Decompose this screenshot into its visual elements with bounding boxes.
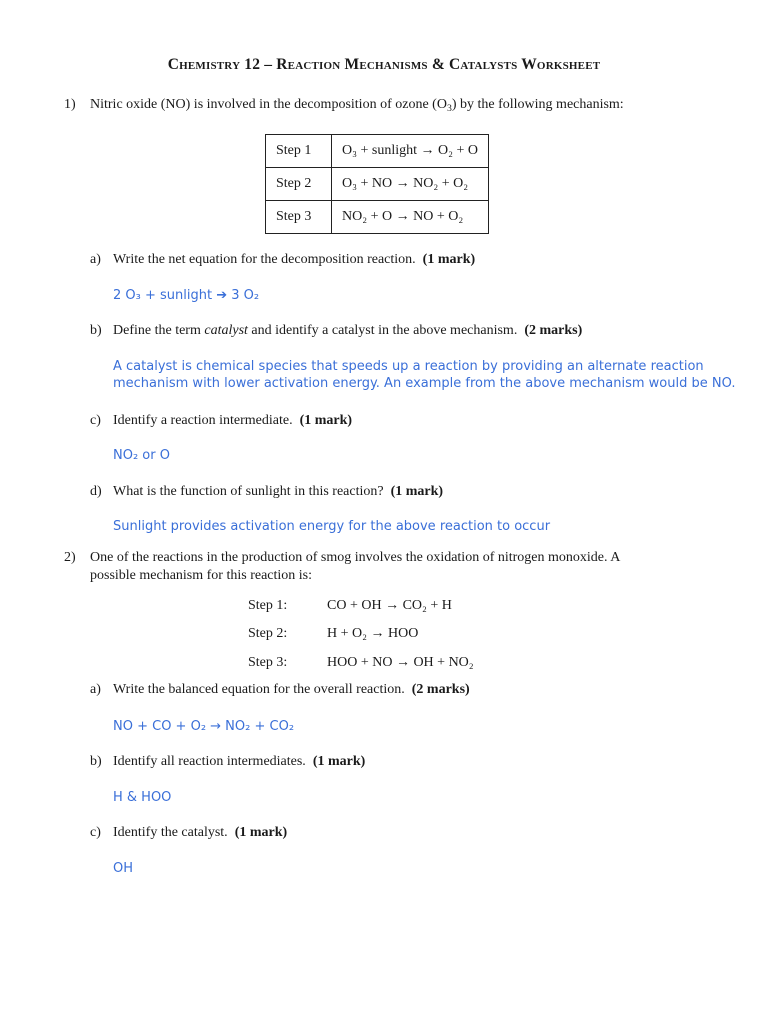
part-1c-text: Identify a reaction intermediate.: [113, 413, 293, 428]
part-1c-answer: NO₂ or O: [113, 448, 170, 463]
mechanism-step-label: Step 3: [266, 201, 332, 234]
mechanism2-step-label: Step 2:: [248, 626, 288, 641]
part-1a-text: Write the net equation for the decomposition reaction.: [113, 252, 416, 267]
question-1-text: [90, 96, 624, 113]
part-1b-question: [113, 322, 582, 339]
question-1-text-sub: 3: [446, 103, 452, 114]
mechanism-row: [266, 201, 489, 234]
part-1b-text-italic: catalyst: [204, 323, 248, 338]
question-2-text-line2: possible mechanism for this reaction is:: [90, 568, 313, 583]
part-1b-text-pre: Define the term: [113, 323, 205, 338]
part-1c-marks: (1 mark): [299, 413, 353, 428]
part-1d-label: d): [90, 484, 102, 499]
mechanism-step-label: Step 2: [266, 168, 332, 201]
mechanism2-step-reaction: CO + OH → CO₂ + H: [327, 598, 452, 613]
part-1d-marks: (1 mark): [390, 484, 444, 499]
question-2-text-line1: One of the reactions in the production of smog involves the oxidation of nitrogen monoxide. A: [90, 550, 621, 565]
part-2a-text: Write the balanced equation for the overall reaction.: [113, 682, 405, 697]
mechanism-step-label: Step 1: [266, 135, 332, 168]
question-1-number: 1): [64, 97, 76, 112]
part-2b-question: [113, 753, 365, 770]
part-1b-marks: (2 marks): [524, 323, 583, 338]
part-1c-question: [113, 412, 352, 429]
part-1a-answer: 2 O₃ + sunlight ➔ 3 O₂: [113, 288, 260, 303]
mechanism-table: [265, 134, 489, 234]
mechanism-row: [266, 135, 489, 168]
part-2a-question: [113, 681, 470, 698]
part-1d-text: What is the function of sunlight in this reaction?: [113, 484, 384, 499]
part-1a-label: a): [90, 252, 101, 267]
mechanism-step-reaction: O₃ + NO → NO₂ + O₂: [332, 168, 489, 201]
part-1b-text-post: and identify a catalyst in the above mechanism.: [247, 323, 518, 338]
part-2c-label: c): [90, 825, 101, 840]
part-2c-answer: OH: [113, 861, 134, 876]
part-2c-question: [113, 824, 287, 841]
part-2b-marks: (1 mark): [312, 754, 366, 769]
title-text: Chemistry 12 – Reaction Mechanisms & Catalysts Worksheet: [167, 56, 601, 73]
part-1b-label: b): [90, 323, 102, 338]
part-2a-answer: NO + CO + O₂ → NO₂ + CO₂: [113, 719, 295, 734]
question-1-text-suffix: ) by the following mechanism:: [451, 97, 624, 112]
mechanism-step-reaction: O₃ + sunlight → O₂ + O: [332, 135, 489, 168]
mechanism2-step-reaction: H + O₂ → HOO: [327, 626, 419, 641]
mechanism2-step-label: Step 3:: [248, 655, 288, 670]
part-2a-marks: (2 marks): [411, 682, 470, 697]
part-1d-question: [113, 483, 443, 500]
part-2a-label: a): [90, 682, 101, 697]
question-2-number: 2): [64, 550, 76, 565]
part-2c-text: Identify the catalyst.: [113, 825, 228, 840]
worksheet-title: [0, 56, 768, 74]
part-1a-marks: (1 mark): [422, 252, 476, 267]
part-1d-answer: Sunlight provides activation energy for the above reaction to occur: [113, 519, 551, 534]
part-1a-question: [113, 251, 475, 268]
part-1c-label: c): [90, 413, 101, 428]
part-1b-answer-line1: A catalyst is chemical species that speeds up a reaction by providing an alternate reaction: [113, 359, 704, 374]
part-2b-answer: H & HOO: [113, 790, 172, 805]
part-2c-marks: (1 mark): [234, 825, 288, 840]
mechanism2-step-reaction: HOO + NO → OH + NO₂: [327, 655, 474, 670]
mechanism2-step-label: Step 1:: [248, 598, 288, 613]
part-2b-label: b): [90, 754, 102, 769]
mechanism-step-reaction: NO₂ + O → NO + O₂: [332, 201, 489, 234]
mechanism-row: [266, 168, 489, 201]
part-1b-answer-line2: mechanism with lower activation energy. An example from the above mechanism would be NO.: [113, 376, 736, 391]
question-1-text-prefix: Nitric oxide (NO) is involved in the decomposition of ozone (O: [90, 97, 447, 112]
part-2b-text: Identify all reaction intermediates.: [113, 754, 306, 769]
